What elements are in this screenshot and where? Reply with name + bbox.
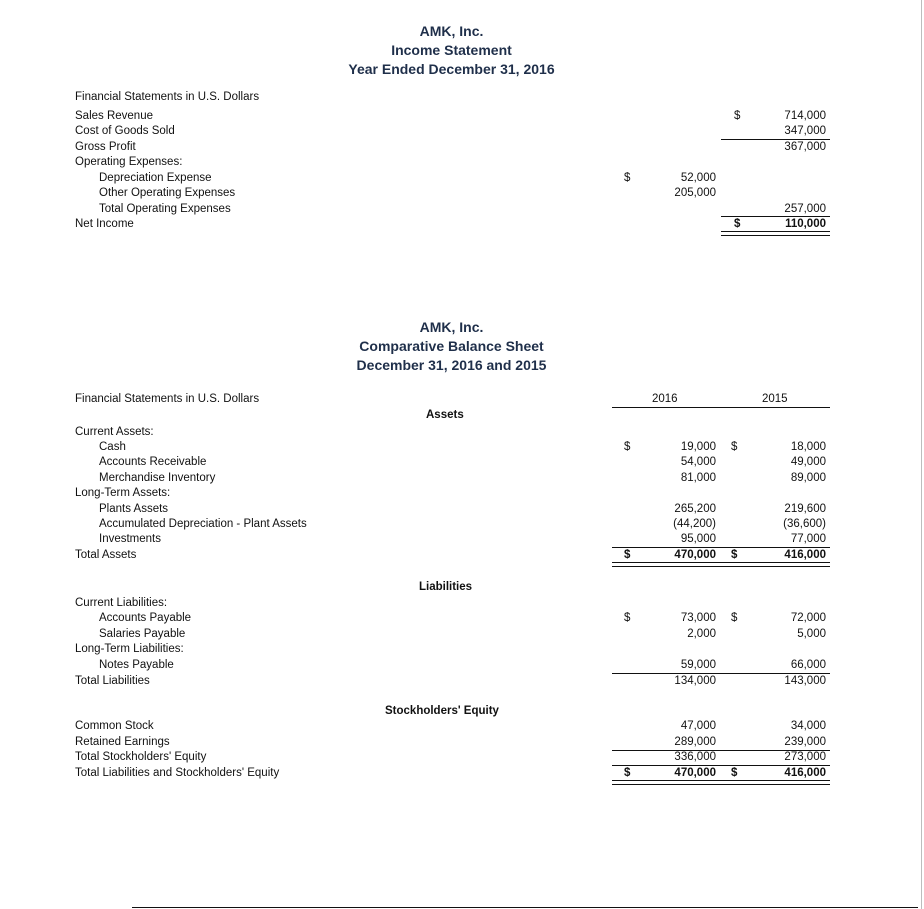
common-stock-label: Common Stock <box>75 720 154 732</box>
cogs-value: 347,000 <box>784 125 826 137</box>
income-statement-title <box>0 22 903 79</box>
cash-label: Cash <box>99 441 126 453</box>
balance-caption: Financial Statements in U.S. Dollars <box>75 393 260 405</box>
depreciation-label: Depreciation Expense <box>99 172 212 184</box>
cogs-label: Cost of Goods Sold <box>75 125 175 137</box>
net-income-value: 110,000 <box>785 218 826 230</box>
inventory-2016: 81,000 <box>680 472 716 484</box>
accounts-payable-dollar-2016: $ <box>624 612 631 624</box>
total-assets-label: Total Assets <box>75 549 137 561</box>
accounts-receivable-2016: 54,000 <box>680 456 716 468</box>
retained-earnings-label: Retained Earnings <box>75 736 170 748</box>
common-stock-2015: 34,000 <box>790 720 826 732</box>
total-liabilities-equity-label: Total Liabilities and Stockholders' Equity <box>75 767 280 779</box>
balance-period: December 31, 2016 and 2015 <box>356 357 547 373</box>
long-term-liabilities-label: Long-Term Liabilities: <box>75 643 184 655</box>
accounts-payable-dollar-2015: $ <box>731 612 738 624</box>
total-assets-dollar-2015: $ <box>731 549 738 561</box>
plant-assets-2015: 219,600 <box>784 503 826 515</box>
year-2016-header: 2016 <box>652 393 678 405</box>
total-liabilities-equity-2016: 470,000 <box>674 767 716 779</box>
inventory-label: Merchandise Inventory <box>99 472 216 484</box>
income-period: Year Ended December 31, 2016 <box>348 61 555 77</box>
depreciation-dollar: $ <box>624 172 631 184</box>
total-liabilities-2016: 134,000 <box>674 675 716 687</box>
total-liabilities-equity-2015: 416,000 <box>784 767 826 779</box>
gross-profit-label: Gross Profit <box>75 141 136 153</box>
balance-statement-name: Comparative Balance Sheet <box>359 338 544 354</box>
total-stockholders-equity-2016: 336,000 <box>674 751 716 763</box>
cogs-underline <box>721 139 830 140</box>
salaries-payable-2016: 2,000 <box>687 628 716 640</box>
plant-assets-label: Plants Assets <box>99 503 169 515</box>
accounts-payable-2016: 73,000 <box>680 612 716 624</box>
total-stockholders-equity-label: Total Stockholders' Equity <box>75 751 207 763</box>
total-assets-double-underline <box>612 562 830 567</box>
depreciation-value: 52,000 <box>680 172 716 184</box>
accounts-receivable-2015: 49,000 <box>790 456 826 468</box>
income-caption: Financial Statements in U.S. Dollars <box>75 91 260 103</box>
accounts-payable-label: Accounts Payable <box>99 612 192 624</box>
total-stockholders-equity-2015: 273,000 <box>784 751 826 763</box>
total-liabilities-equity-double-underline <box>612 780 830 785</box>
total-assets-dollar-2016: $ <box>624 549 631 561</box>
gross-profit-value: 367,000 <box>784 141 826 153</box>
notes-payable-label: Notes Payable <box>99 659 174 671</box>
other-operating-value: 205,000 <box>674 187 716 199</box>
notes-payable-2015: 66,000 <box>790 659 826 671</box>
total-liabilities-equity-dollar-2016: $ <box>624 767 631 779</box>
operating-expenses-label: Operating Expenses: <box>75 156 183 168</box>
common-stock-2016: 47,000 <box>680 720 716 732</box>
investments-2016: 95,000 <box>680 533 716 545</box>
sales-revenue-dollar: $ <box>734 110 741 122</box>
net-income-double-underline <box>721 231 830 236</box>
total-opex-underline <box>721 216 830 217</box>
investments-underline <box>612 547 830 548</box>
plant-assets-2016: 265,200 <box>674 503 716 515</box>
income-company-name: AMK, Inc. <box>419 23 484 39</box>
total-liabilities-2015: 143,000 <box>784 675 826 687</box>
sales-revenue-label: Sales Revenue <box>75 110 153 122</box>
page-right-border <box>921 0 922 909</box>
cash-dollar-2016: $ <box>624 441 631 453</box>
total-assets-2015: 416,000 <box>784 549 826 561</box>
equity-section-heading: Stockholders' Equity <box>385 705 499 717</box>
inventory-2015: 89,000 <box>790 472 826 484</box>
current-assets-label: Current Assets: <box>75 426 154 438</box>
cash-2015: 18,000 <box>790 441 826 453</box>
year-header-underline <box>612 407 830 408</box>
accounts-receivable-label: Accounts Receivable <box>99 456 207 468</box>
sales-revenue-value: 714,000 <box>784 110 826 122</box>
net-income-label: Net Income <box>75 218 134 230</box>
notes-payable-underline <box>612 673 830 674</box>
total-liabilities-label: Total Liabilities <box>75 675 150 687</box>
balance-company-name: AMK, Inc. <box>419 319 484 335</box>
accumulated-depreciation-2015: (36,600) <box>783 518 826 530</box>
accumulated-depreciation-2016: (44,200) <box>673 518 716 530</box>
total-assets-2016: 470,000 <box>674 549 716 561</box>
assets-section-heading: Assets <box>426 409 464 421</box>
total-opex-value: 257,000 <box>784 203 826 215</box>
notes-payable-2016: 59,000 <box>680 659 716 671</box>
salaries-payable-label: Salaries Payable <box>99 628 186 640</box>
salaries-payable-2015: 5,000 <box>797 628 826 640</box>
year-2015-header: 2015 <box>762 393 788 405</box>
investments-2015: 77,000 <box>790 533 826 545</box>
page-bottom-rule <box>132 907 918 908</box>
retained-earnings-2015: 239,000 <box>784 736 826 748</box>
net-income-dollar: $ <box>734 218 741 230</box>
cash-dollar-2015: $ <box>731 441 738 453</box>
other-operating-label: Other Operating Expenses <box>99 187 236 199</box>
cash-2016: 19,000 <box>680 441 716 453</box>
total-liabilities-equity-dollar-2015: $ <box>731 767 738 779</box>
investments-label: Investments <box>99 533 161 545</box>
accounts-payable-2015: 72,000 <box>790 612 826 624</box>
long-term-assets-label: Long-Term Assets: <box>75 487 171 499</box>
retained-earnings-2016: 289,000 <box>674 736 716 748</box>
current-liabilities-label: Current Liabilities: <box>75 597 168 609</box>
liabilities-section-heading: Liabilities <box>419 581 473 593</box>
income-statement-name: Income Statement <box>391 42 512 58</box>
accumulated-depreciation-label: Accumulated Depreciation - Plant Assets <box>99 518 307 530</box>
total-equity-underline <box>612 765 830 766</box>
total-opex-label: Total Operating Expenses <box>99 203 231 215</box>
balance-sheet-title <box>0 318 903 375</box>
